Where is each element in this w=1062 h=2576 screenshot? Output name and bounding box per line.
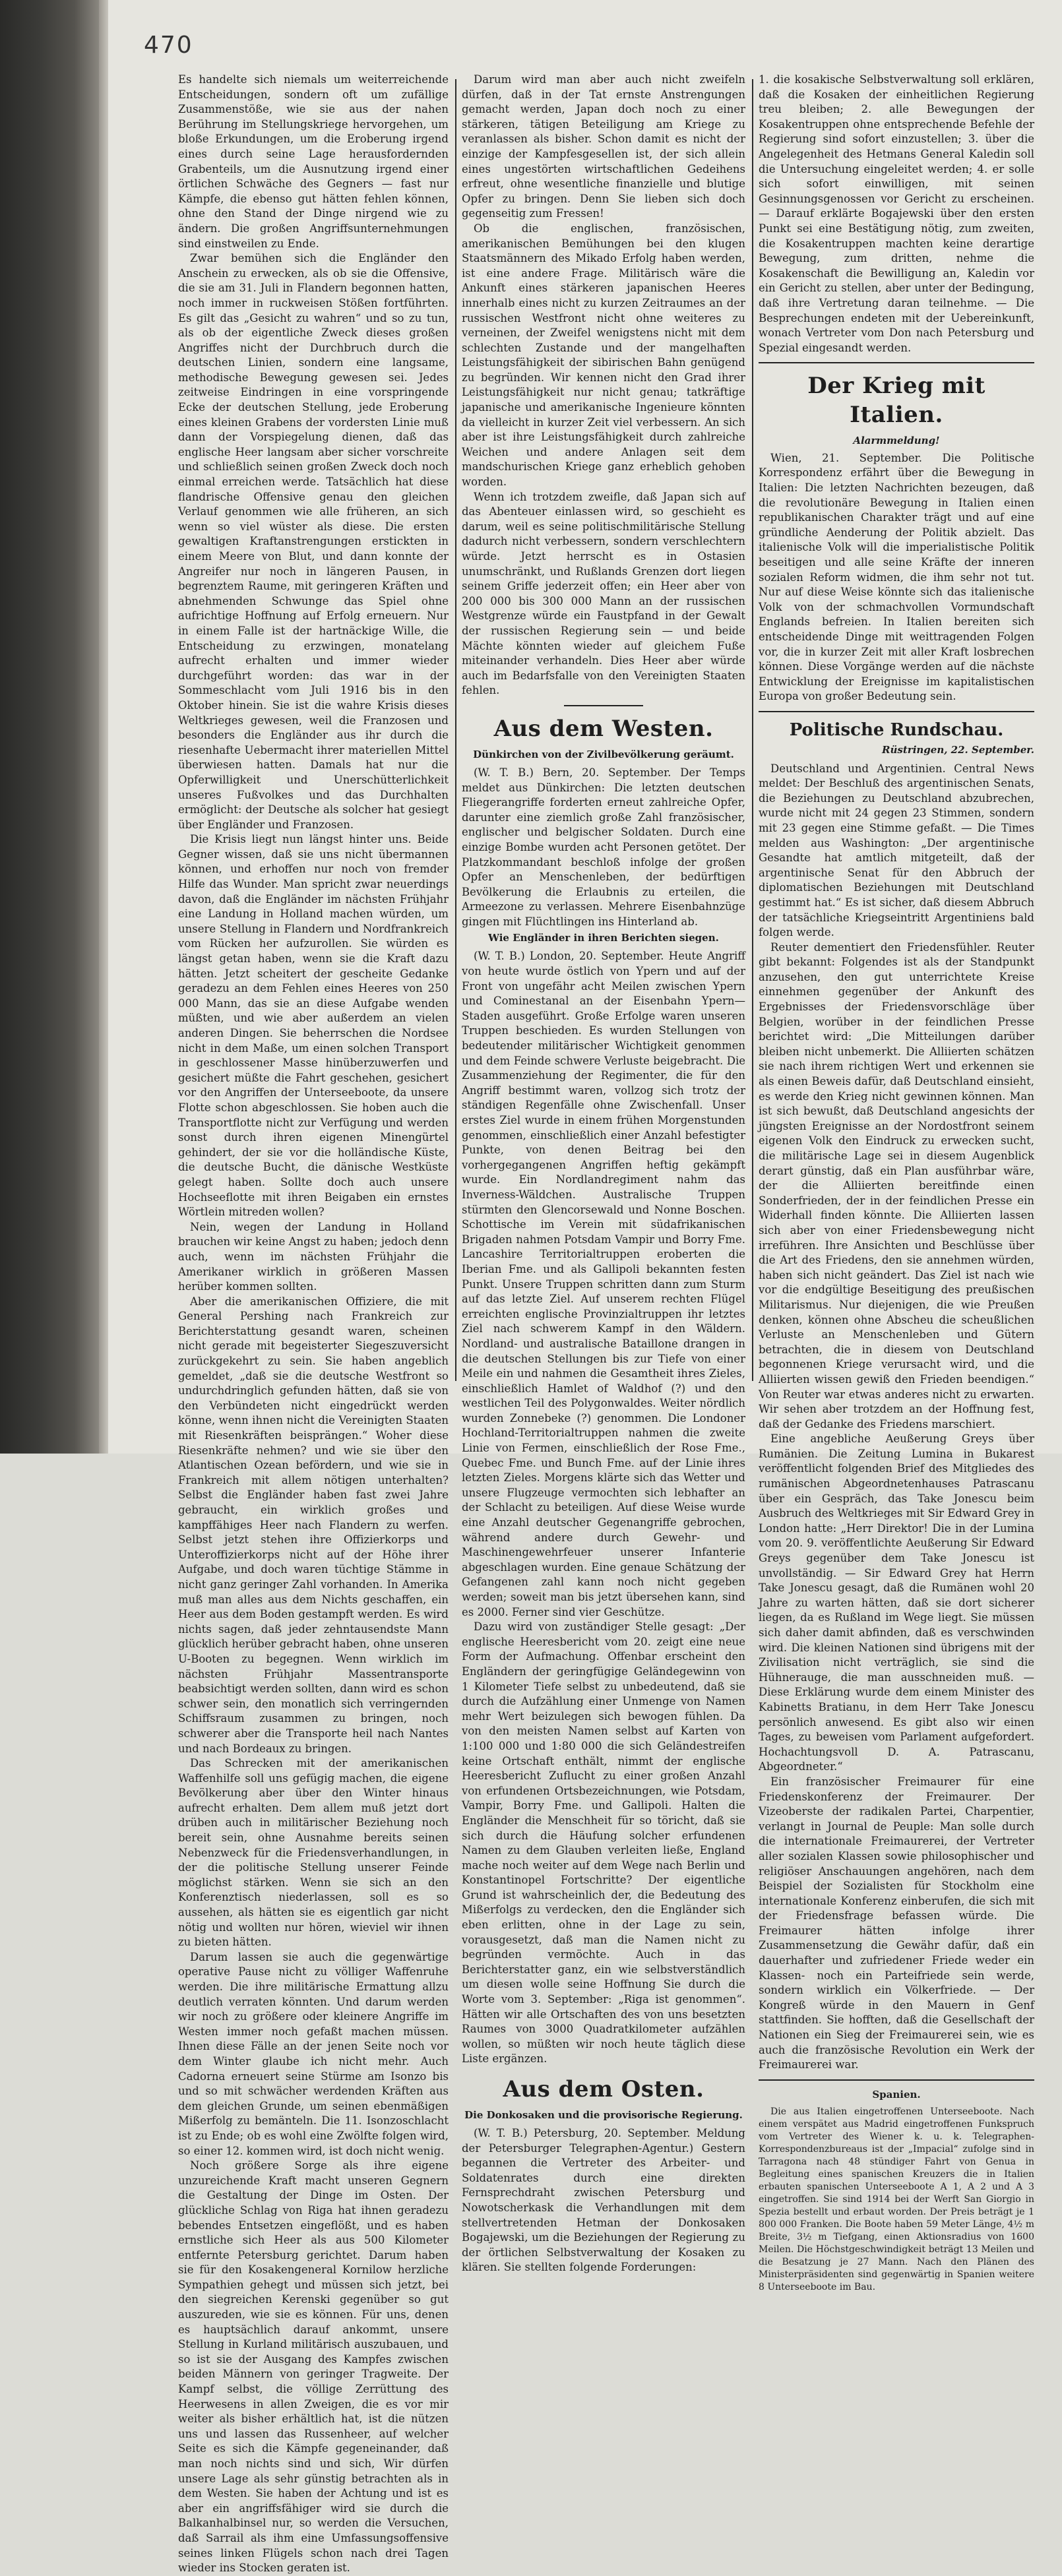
- book-spine: [0, 0, 99, 1454]
- column-rule: [455, 79, 456, 1381]
- paragraph: Aber die amerikanischen Offiziere, die mit General Pershing nach Frankreich zur Berichterstattung gesandt waren, scheinen nicht gerade mit begeisterter Siegeszuversicht zurückgekehrt zu sein. Sie haben angeblich gemeldet, „daß sie die deutsche Westfront so undurchdringlich gefunden hätten, daß sie von den Verbündeten nicht eingedrückt werden könne, wenn ihnen nicht die Vereinigten Staaten mit Riesenkräften beisprängen.“ Woher diese Riesenkräfte nehmen? und wie sie über den Atlantischen Ozean befördern, und wie sie in Frankreich mit allem nötigen unterhalten? Selbst die Engländer haben fast zwei Jahre gebraucht, ein wirklich großes und kampffähiges Heer nach Flandern zu werfen. Selbst jetzt stehen ihre Offizierkorps und Unteroffizierkorps nicht auf der Höhe ihrer Aufgabe, und doch waren tüchtige Stämme in nicht ganz geringer Zahl vorhanden. In Amerika muß man alles aus dem Nichts geschaffen, ein Heer aus dem Boden gestampft werden. Es wird nichts sagen, daß jeder zehntausendste Mann glücklich herüber gebracht haben, ohne unseren U-Booten zu begegnen. Wenn wirklich im nächsten Frühjahr Massentransporte beabsichtigt werden sollten, dann wird es schon schwer sein, den monatlich sich verringernden Schiffsraum zusammen zu bringen, noch schwerer aber die Transporte heil nach Nantes und nach Bordeaux zu bringen.: [178, 1295, 449, 1755]
- page-number: 470: [144, 32, 193, 59]
- paragraph: Deutschland und Argentinien. Central News meldet: Der Beschluß des argentinischen Senats, die Beziehungen zu Deutschland abzubrechen, wurde nicht mit 24 gegen 23 Stimmen, sondern mit 23 gegen eine Stimme gefaßt. — Die Times melden aus Washington: „Der argentinische Gesandte hat amtlich mitgeteilt, daß der argentinische Senat für den Abbruch der diplomatischen Beziehungen mit Deutschland gestimmt hat.“ Es ist sicher, daß diesem Abbruch der tatsächliche Kriegseintritt Argentiniens bald folgen werde.: [759, 762, 1034, 939]
- subheading: Wie Engländer in ihren Berichten siegen.: [488, 932, 719, 944]
- subheading: Dünkirchen von der Zivilbevölkerung geräumt.: [473, 748, 734, 760]
- page-gutter: [99, 0, 108, 1454]
- paragraph: (W. T. B.) Petersburg, 20. September. Meldung der Petersburger Telegraphen-Agentur.) Gestern begannen die Vertreter des Arbeiter- und Soldatenrates durch eine direkten Fernsprechdraht zwischen Petersburg und Nowotscherkask die Verhandlungen mit dem stellvertretenden Hetman der Donkosaken Bogajewski, um die Beziehungen der Regierung zu der örtlichen Selbstverwaltung der Kosaken zu klären. Sie stellten folgende Forderungen:: [462, 2127, 745, 2274]
- section-heading-italy: Der Krieg mit Italien.: [807, 373, 985, 429]
- paragraph: Noch größere Sorge als ihre eigene unzureichende Kraft macht unseren Gegnern die Gestaltung der Dinge im Osten. Der glückliche Schlag von Riga hat ihnen geradezu bebendes Entsetzen eingeflößt, und es haben ernstliche sich Heer als aus 500 Kilometer entfernte Petersburg gerichtet. Darum haben sie für den Kosakengeneral Kornilow herzliche Sympathien gehegt und müssen sich jetzt, bei den siegreichen Kerenski gegenüber so gut auszureden, wie sie es können. Für uns, denen es hauptsächlich darauf ankommt, unsere Stellung in Kurland militärisch auszubauen, und so ist sie der Ausgang des Kampfes zwischen beiden Männern von geringer Tragweite. Der Kampf selbst, die völlige Zerrüttung des Heerwesens in allen Zweigen, die es vor mir weiter als bisher erhältlich hat, ist die nützen uns und lassen das Russenheer, auf welcher Seite es sich die Kämpfe gegeneinander, daß man noch nichts sind und sich, Wir dürfen unsere Lage als sehr günstig betrachten als in dem Westen. Sie haben der Achtung und ist es aber ein angriffsfähiger wird sie durch die Balkanhalbinsel nur, so werden die Versuchen, daß Sarrail als ihm eine Umfassungsoffensive seines linken Flügels schon nach drei Tagen wieder ins Stocken geraten ist.: [178, 2159, 449, 2575]
- paragraph: Reuter dementiert den Friedensfühler. Reuter gibt bekannt: Folgendes ist als der Standpunkt anzusehen, den gut unterrichtete Kreise einnehmen gegenüber der Ankunft des Ergebnisses der Friedensvorschläge über Belgien, worüber in der feindlichen Presse berichtet wird: „Die Mitteilungen darüber bleiben nicht unbemerkt. Die Alliierten schätzen sie nach ihrem richtigen Wert und erkennen sie als einen Beweis dafür, daß Deutschland einsieht, es werde den Krieg nicht gewinnen können. Man ist sich bewußt, daß Deutschland angesichts der jüngsten Ereignisse an der Nordostfront seinem eigenen Volk den Eindruck zu erwecken sucht, die militärische Lage sei in diesem Augenblick derart günstig, daß ein Plan ausführbar wäre, der die Alliierten bereitfinde einen Sonderfrieden, der in der feindlichen Presse ein Widerhall finden könnte. Die Alliierten lassen sich aber von einer Friedensbewegung nicht irreführen. Ihre Ansichten und Beschlüsse über die Art des Friedens, den sie annehmen würden, haben sich nicht geändert. Das Ziel ist nach wie vor die endgültige Beseitigung des preußischen Militarismus. Nur diejenigen, die wie Preußen denken, können ohne Abscheu die scheußlichen Verluste an Menschenleben und Gütern betrachten, die in diesem von Deutschland begonnenen Kriege verursacht wird, und die Alliierten wissen gewiß den Frieden beendigen.“ Von Reuter war etwas anderes nicht zu erwarten. Wir sehen aber trotzdem an der Hoffnung fest, daß der Gedanke des Friedens marschiert.: [759, 940, 1034, 1430]
- paragraph: Eine angebliche Aeußerung Greys über Rumänien. Die Zeitung Lumina in Bukarest veröffentlicht folgenden Brief des Mitgliedes des rumänischen Abgeordnetenhauses Patrascanu über ein Gespräch, das Take Jonescu beim Ausbruch des Weltkrieges mit Sir Edward Grey in London hatte: „Herr Direktor! Die in der Lumina vom 20. 9. veröffentlichte Aeußerung Sir Edward Greys gegenüber dem Take Jonescu ist unvollständig. — Sir Edward Grey hat Herrn Take Jonescu gesagt, daß die Rumänen wohl 20 Jahre zu warten hätten, daß sie dort sicherer liegen, da es Rußland im Wege liegt. Sie müssen sich daher damit abfinden, daß es verschwinden wird. Die kleinen Nationen sind übrigens mit der Zivilisation nicht verträglich, sie sind die Hühnerauge, die man ausschneiden muß. — Diese Erklärung wurde dem einem Minister des Kabinetts Bratianu, in dem Herr Take Jonescu persönlich anwesend. Es gibt also wir einen Tages, zu beweisen vom Parlament aufgefordert. Hochachtungsvoll D. A. Patrascanu, Abgeordneter.“: [759, 1432, 1034, 1773]
- column-left: [178, 73, 449, 2575]
- paragraph: Darum lassen sie auch die gegenwärtige operative Pause nicht zu völliger Waffenruhe werden. Die ihre militärische Ermattung allzu deutlich verraten könnten. Und darum werden wir noch zu größere oder kleinere Angriffe im Westen immer noch gefaßt machen müssen. Ihnen diese Fälle an der jenen Seite noch vor dem Winter glaube ich nicht mehr. Auch Cadorna erneuert seine Stürme am Isonzo bis und so mit schwächer werdenden Kräften aus dem gleichen Grunde, um seinen ebenmäßigen Mißerfolg zu bemänteln. Die 11. Isonzoschlacht ist zu Ende; ob es wohl eine Zwölfte folgen wird, so einer 12. kommen wird, ist doch nicht wenig.: [178, 1950, 449, 2157]
- section-divider: [759, 362, 1034, 363]
- column-rule: [752, 79, 753, 1381]
- paragraph: Zwar bemühen sich die Engländer den Anschein zu erwecken, als ob sie die Offensive, die sie am 31. Juli in Flandern begonnen hatten, noch immer in ruckweisen Stößen fortführten. Es gilt das „Gesicht zu wahren“ und so zu tun, als ob der eigentliche Zweck dieses großen Angriffes nicht der Durchbruch durch die deutschen Linien, sondern eine langsame, methodische Bewegung gewesen sei. Jedes zeitweise Eindringen in eine vorspringende Ecke der deutschen Stellung, jede Eroberung eines kleinen Grabens der vordersten Linie muß dann der Vorspiegelung dienen, daß das englische Heer langsam aber sicher vorschreite und schließlich seinen großen Zweck doch noch einmal erreichen werde. Tatsächlich hat diese flandrische Offensive genau den gleichen Verlauf genommen wie alle früheren, an sich wenn so viel wüster als diese. Die ersten gewaltigen Kraftanstrengungen erstickten in einem Meere von Blut, und dann konnte der Angreifer nur noch in längeren Pausen, in begrenztem Raume, mit geringeren Kräften und abnehmenden Schwunge das Spiel ohne aufrichtige Hoffnung auf Erfolg erneuern. Nur in einem Falle ist der hartnäckige Wille, die Entscheidung zu erzwingen, monatelang aufrecht erhalten und immer wieder durchgeführt worden: das war in der Sommeschlacht vom Juli 1916 bis in den Oktober hinein. Sie ist die wahre Krisis dieses Weltkrieges gewesen, weil die Franzosen und besonders die Engländer aus ihr durch die riesenhafte Uebermacht ihrer materiellen Mittel überwiesen hatten. Damals hat nur die Opferwilligkeit und Unerschütterlichkeit unseres Fußvolkes und das Durchhalten ermöglicht: der Deutsche als solcher hat gesiegt über Engländer und Franzosen.: [178, 252, 449, 831]
- subheading: Die Donkosaken und die provisorische Regierung.: [464, 2109, 743, 2121]
- paragraph: Ein französischer Freimaurer für eine Friedenskonferenz der Freimaurer. Der Vizeoberste der radikalen Partei, Charpentier, verlangt in Journal de Peuple: Man solle durch die internationale Freimaurerei, der Vertreter aller sozialen Klassen sowie philosophischer und religiöser Anschauungen angehören, nach dem Beispiel der Sozialisten für Stockholm eine internationale Konferenz einberufen, die sich mit der Friedensfrage befassen würde. Die Freimaurer hätten infolge ihrer Zusammensetzung die Gewähr dafür, daß ein dauerhafter und zufriedener Friede weder ein Klassen- noch ein Parteifriede sein werde, sondern wirklich ein Völkerfriede. — Der Kongreß würde in den Mauern in Genf stattfinden. Sie hofften, daß die Gesellschaft der Nationen ein Sieg der Freimaurerei sein, wie es auch die französische Revolution ein Werk der Freimaurerei war.: [759, 1775, 1034, 2071]
- section-heading-east: Aus dem Osten.: [503, 2076, 704, 2102]
- section-divider: [759, 711, 1034, 712]
- paragraph: Wien, 21. September. Die Politische Korrespondenz erfährt über die Bewegung in Italien: Die letzten Nachrichten bezeugen, daß die revolutionäre Bewegung in Italien einen republikanischen Charakter trägt und auf eine gründliche Aenderung der Politik abzielt. Das italienische Volk will die imperialistische Politik beseitigen und alle seine Kräfte der inneren sozialen Reform widmen, die ihm sehr not tut. Nur auf diese Weise könnte sich das italienische Volk von der schmachvollen Vormundschaft Englands befreien. In Italien bereiten sich entscheidende Dinge mit weittragenden Folgen vor, die in kurzer Zeit mit aller Kraft losbrechen können. Diese Vorgänge werden auf die nächste Entwicklung der Ereignisse im kapitalistischen Europa von großer Bedeutung sein.: [759, 451, 1034, 703]
- paragraph: Die aus Italien eingetroffenen Unterseeboote. Nach einem verspätet aus Madrid eingetroffenen Funkspruch vom Vertreter des Wiener k. u. k. Telegraphen-Korrespondenzbureaus ist der „Impacial“ zufolge sind in Tarragona nach 48 stündiger Fahrt von Genua in Begleitung eines spanischen Kreuzers die in Italien erbauten spanischen Unterseeboote A 1, A 2 und A 3 eingetroffen. Sie sind 1914 bei der Werft San Giorgio in Spezia bestellt und erbaut worden. Der Preis beträgt je 1 800 000 Franken. Die Boote haben 59 Meter Länge, 4½ m Breite, 3½ m Tiefgang, einen Aktionsradius von 1600 Meilen. Die Höchstgeschwindigkeit beträgt 13 Meilen und die Besatzung je 27 Mann. Nach den Plänen des Ministerpräsidenten sind gegenwärtig in Spanien weitere 8 Unterseeboote im Bau.: [759, 2106, 1034, 2292]
- paragraph: Wenn ich trotzdem zweifle, daß Japan sich auf das Abenteuer einlassen wird, so geschieht es darum, weil es seine politischmilitärische Stellung dadurch nicht verbessern, sondern verschlechtern würde. Jetzt herrscht es in Ostasien unumschränkt, und Rußlands Grenzen dort liegen seinem Griffe jederzeit offen; ein Heer aber von 200 000 bis 300 000 Mann an der russischen Westgrenze würde ein Faustpfand in der Gewalt der russischen Regierung sein — und beide Mächte könnten wieder auf gleichem Fuße miteinander verhandeln. Dies Heer aber würde auch im Bedarfsfalle von den Vereinigten Staaten fehlen.: [462, 490, 745, 697]
- paragraph: (W. T. B.) Bern, 20. September. Der Temps meldet aus Dünkirchen: Die letzten deutschen Fliegerangriffe forderten erneut zahlreiche Opfer, darunter eine ziemlich große Zahl französischer, englischer und belgischer Soldaten. Durch eine einzige Bombe wurden acht Personen getötet. Der Platzkommandant beschloß infolge der großen Opfer an Menschenleben, der bedürftigen Bevölkerung die Erlaubnis zu erteilen, die Armeezone zu verlassen. Mehrere Eisenbahnzüge gingen mit Flüchtlingen ins Hinterland ab.: [462, 766, 745, 928]
- alarm-label: Alarmmeldung!: [853, 435, 940, 447]
- paragraph: Das Schrecken mit der amerikanischen Waffenhilfe soll uns gefügig machen, die eigene Bevölkerung aber über den Winter hinaus aufrecht erhalten. Dem allem muß jetzt dort drüben auch in militärischer Beziehung noch bereit sein, ohne Ausnahme bereits seinen Nebenzweck für die Friedensverhandlungen, in der die politische Stellung unserer Feinde möglichst stärken. Wenn sie sich an den Konferenztisch niederlassen, soll es so aussehen, als hätten sie es eigentlich gar nicht nötig und wollten nur hören, wieviel wir ihnen zu bieten hätten.: [178, 1757, 449, 1949]
- column-middle: [462, 73, 745, 2274]
- paragraph: Ob die englischen, französischen, amerikanischen Bemühungen bei den klugen Staatsmännern des Mikado Erfolg haben werden, ist eine andere Frage. Militärisch wäre die Ankunft eines stärkeren japanischen Heeres innerhalb eines nicht zu kurzen Zeitraumes an der russischen Westfront nicht ohne weiteres zu verneinen, der Zweifel wenigstens nicht mit dem schlechten Zustande und der mangelhaften Leistungsfähigkeit der sibirischen Bahn genügend zu begründen. Wir kennen nicht den Grad ihrer Leistungsfähigkeit nur nicht genau; tatkräftige japanische und amerikanische Ingenieure könnten da vielleicht in kurzer Zeit viel verbessern. An sich aber ist ihre Leistungsfähigkeit durch zahlreiche Weichen und andere Anlagen seit dem mandschurischen Kriege ganz erheblich gehoben worden.: [462, 222, 745, 489]
- section-divider: [759, 2079, 1034, 2081]
- section-heading-west: Aus dem Westen.: [493, 715, 714, 742]
- section-divider: [564, 705, 643, 706]
- paragraph: Nein, wegen der Landung in Holland brauchen wir keine Angst zu haben; jedoch denn auch, wenn im nächsten Frühjahr die Amerikaner wirklich in größeren Massen herüber kommen sollten.: [178, 1220, 449, 1293]
- paragraph: 1. die kosakische Selbstverwaltung soll erklären, daß die Kosaken der einheitlichen Regierung treu bleiben; 2. alle Bewegungen der Kosakentruppen ohne entsprechende Befehle der Regierung sind sofort einzustellen; 3. über die Angelegenheit des Hetmans General Kaledin soll die Untersuchung eingeleitet werden; 4. er solle sich sofort einwilligen, mit seinen Gesinnungsgenossen vor Gericht zu erscheinen. — Darauf erklärte Bogajewski über den ersten Punkt sei eine Bestätigung nötig, zum zweiten, die Kosakentruppen machten keine derartige Bewegung, zum dritten, nehme die Kosakenschaft die Bewilligung an, Kaledin vor ein Gericht zu stellen, aber unter der Bedingung, daß ihre Vertretung daran teilnehme. — Die Besprechungen endeten mit der Uebereinkunft, wonach Vertreter vom Don nach Petersburg und Spezial eingesandt werden.: [759, 73, 1034, 354]
- paragraph: Darum wird man aber auch nicht zweifeln dürfen, daß in der Tat ernste Anstrengungen gemacht werden, Japan doch noch zu einer stärkeren, tätigen Beteiligung am Kriege zu veranlassen als bisher. Schon damit es nicht der einzige der Kampfesgesellen ist, der sich allein eines ungestörten wirtschaftlichen Gedeihens erfreut, ohne wesentliche finanzielle und blutige Opfer zu bringen. Denn Sie lieben sich doch gegenseitig zum Fressen!: [462, 73, 745, 220]
- paragraph: Dazu wird von zuständiger Stelle gesagt: „Der englische Heeresbericht vom 20. zeigt eine neue Form der Aufmachung. Offenbar erscheint den Engländern der geringfügige Geländegewinn von 1 Kilometer Tiefe selbst zu unbedeutend, daß sie durch die Aufzählung einer Unmenge von Namen mehr Wert beizulegen sich bewogen fühlen. Da von den meisten Namen selbst auf Karten von 1:100 000 und 1:80 000 die sich Geländestreifen keine Ortschaft enthält, nimmt der englische Heeresbericht Zuflucht zu einer großen Anzahl von erfundenen Ortsbezeichnungen, wie Potsdam, Vampir, Borry Fme. und Gallipoli. Halten die Engländer die Menschheit für so töricht, daß sie sich durch die Häufung solcher erfundenen Namen zu dem Glauben verleiten ließe, England mache noch weiter auf dem Wege nach Berlin und Konstantinopel Fortschritte? Der eigentliche Grund ist wahrscheinlich der, die Bedeutung des Mißerfolgs zu verdecken, den die Engländer sich eben erlitten, ohne in der Lage zu sein, vorausgesetzt, daß man die Namen nicht zu begründen vermöchte. Auch in das Berichterstatter ganz, ein wie selbstverständlich um diesen wolle seine Hoffnung Sie durch die Worte vom 3. September: „Riga ist genommen“. Hätten wir alle Ortschaften des von uns besetzten Raumes von 3000 Quadratkilometer aufzählen wollen, so müßten wir noch heute täglich diese Liste ergänzen.: [462, 1620, 745, 2066]
- column-right: [759, 73, 1034, 2292]
- paragraph: (W. T. B.) London, 20. September. Heute Angriff von heute wurde östlich von Ypern und auf der Front von ungefähr acht Meilen zwischen Ypern und Cominestanal an der Eisenbahn Ypern—Staden ausgeführt. Große Erfolge waren unseren Truppen beschieden. Es wurden Stellungen von bedeutender militärischer Wichtigkeit genommen und dem Feinde schwere Verluste beigebracht. Die Zusammenziehung der Regimenter, die für den Angriff bestimmt waren, vollzog sich trotz der ständigen Regenfälle ohne Zwischenfall. Unser erstes Ziel wurde in einem frühen Morgenstunden genommen, einschließlich einer Anzahl befestigter Punkte, von denen Beitrag bei den vorhergegangenen Angriffen heftig gekämpft wurde. Ein Nordlandregiment nahm das Inverness-Wäldchen. Australische Truppen stürmten den Glencorsewald und Nonne Boschen. Schottische im Verein mit südafrikanischen Brigaden nahmen Potsdam Vampir und Borry Fme. Lancashire Territorialtruppen eroberten die Iberian Fme. und als Gallipoli bekannten festen Punkt. Unsere Truppen schritten dann zum Sturm auf das letzte Ziel. Auf unserem rechten Flügel erreichten englische Provinzialtruppen ihr letztes Ziel nach schwerem Kampf in den Wäldern. Nordland- und australische Bataillone drangen in die deutschen Stellungen bis zur Tiefe von einer Meile ein und nahmen die Gesamtheit ihres Zieles, einschließlich Hamlet of Waldhof (?) und den westlichen Teil des Polygonwaldes. Weiter nördlich wurden Zonnebeke (?) genommen. Die Londoner Hochland-Territorialtruppen nahmen die zweite Linie von Fermen, einschließlich der Rose Fme., Quebec Fme. und Bunch Fme. auf der Linie ihres letzten Zieles. Morgens klärte sich das Wetter und unsere Flugzeuge vermochten sich lebhafter an der Schlacht zu beteiligen. Auf diese Weise wurde eine Anzahl deutscher Gegenangriffe gebrochen, während andere durch Gewehr- und Maschinengewehrfeuer unserer Infanterie abgeschlagen wurden. Eine genaue Schätzung der Gefangenen zahl kann noch nicht gegeben werden; soweit man bis jetzt übersehen kann, sind es 2000. Ferner sind vier Geschütze.: [462, 950, 745, 1618]
- paragraph: Es handelte sich niemals um weiterreichende Entscheidungen, sondern oft um zufällige Zusammenstöße, wie sie aus der nahen Berührung im Stellungskriege hervorgehen, um bloße Erkundungen, um die Eroberung irgend eines durch seine Lage herausfordernden Grabenteils, um die Ausnutzung irgend einer örtlichen Schwäche des Gegners — fast nur Kämpfe, die ebenso gut hätten fehlen können, ohne den Stand der Dinge nirgend wie zu ändern. Die großen Angriffsunternehmungen sind einstweilen zu Ende.: [178, 73, 449, 250]
- dateline: Rüstringen, 22. September.: [882, 743, 1034, 756]
- section-heading-spain: Spanien.: [872, 2088, 921, 2101]
- paragraph: Die Krisis liegt nun längst hinter uns. Beide Gegner wissen, daß sie uns nicht übermannen können, und erhoffen nur noch von fremder Hilfe das Wunder. Man spricht zwar neuerdings davon, daß die Engländer im nächsten Frühjahr eine Landung in Holland machen würden, um unsere Stellung in Flandern und Nordfrankreich vom Rücken her aufzurollen. Sie würden es längst getan haben, wenn sie die Kraft dazu hätten. Jetzt scheitert der gescheite Gedanke geradezu an dem Fehlen eines Heeres von 250 000 Mann, das sie an diese Aufgabe wenden müßten, und wie aber außerdem an vielen anderen Dingen. Sie beherrschen die Nordsee nicht in dem Maße, um einen solchen Transport in geschlossener Masse hinüberzuwerfen und gesichert müßte die Fahrt geschehen, gesichert vor den Angriffen der Unterseeboote, da unsere Flotte schon abgeschlossen. Sie hoben auch die Transportflotte nicht zur Verfügung und werden sonst durch ihren eigenen Minengürtel gehindert, der sie vor die holländische Küste, die deutsche Bucht, die dänische Westküste gelegt haben. Sollte doch auch unsere Hochseeflotte mit ihren Beigaben ein ernstes Wörtlein mitreden wollen?: [178, 833, 449, 1219]
- section-heading-politics: Politische Rundschau.: [789, 720, 1004, 740]
